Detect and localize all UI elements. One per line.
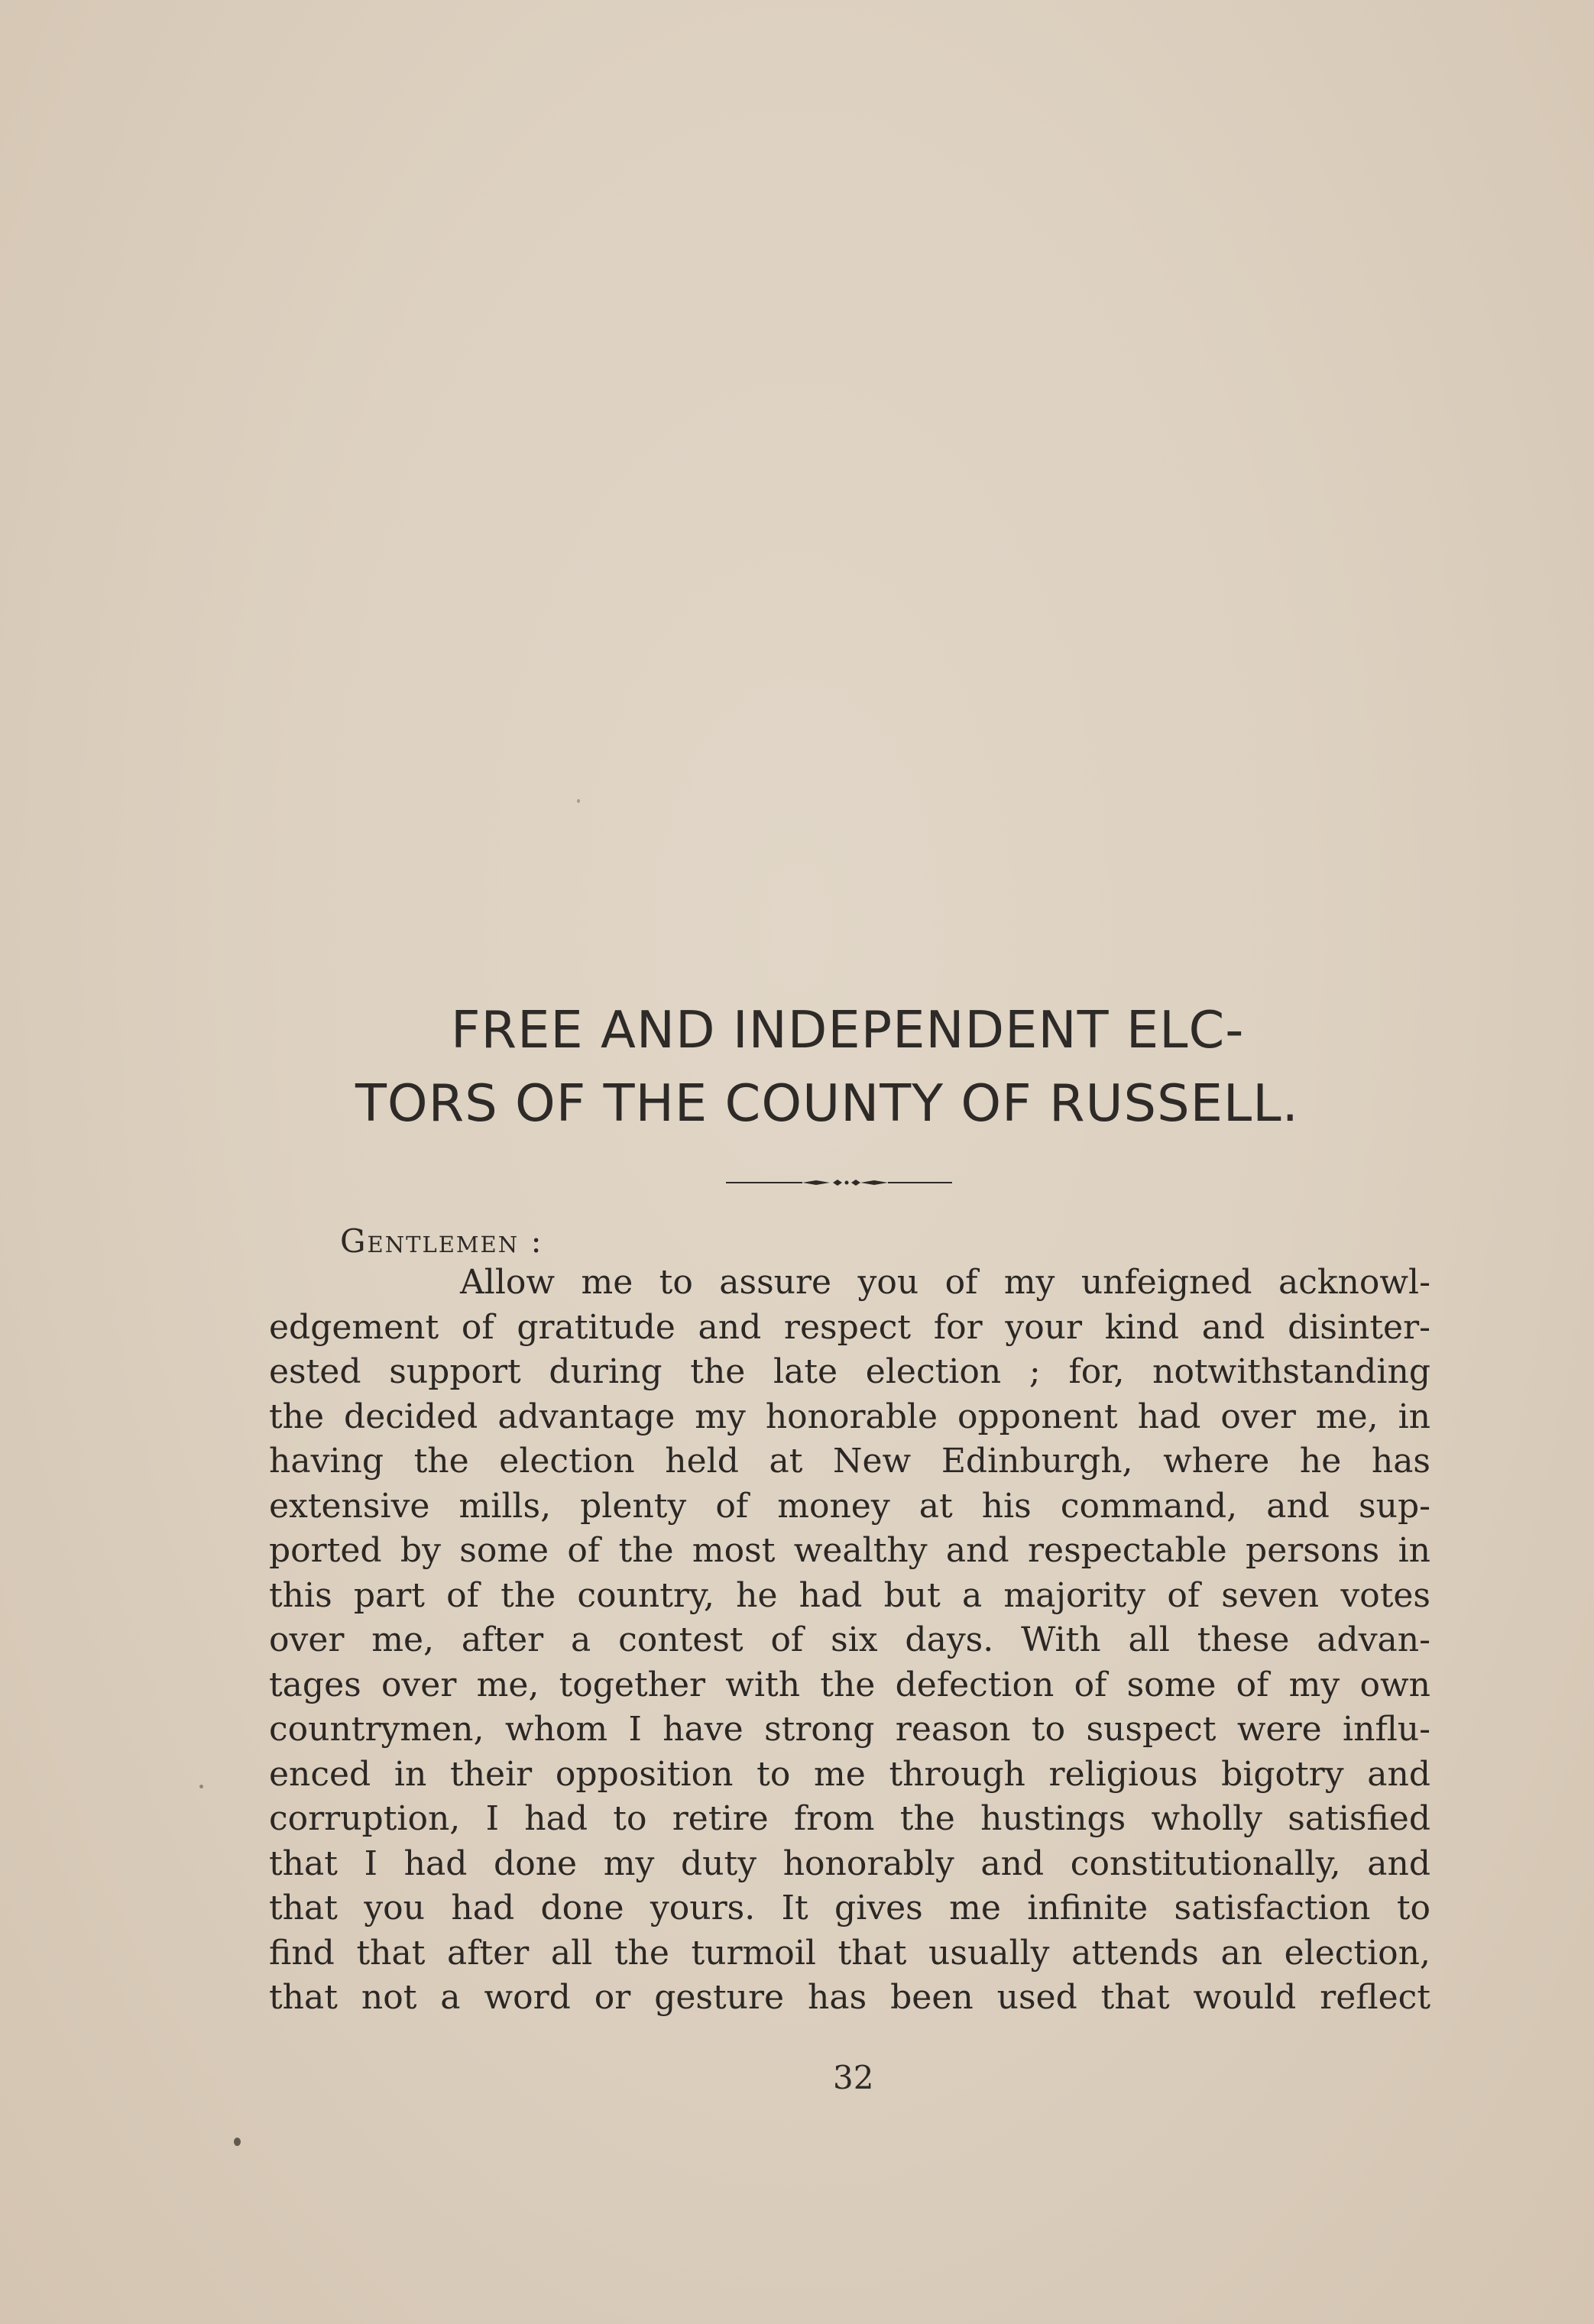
body-line: that I had done my duty honorably and constitutionally, and xyxy=(269,1843,1430,1883)
chapter-title xyxy=(329,993,1322,1140)
ink-speck xyxy=(199,1785,203,1788)
body-line: ported by some of the most wealthy and respectable persons in xyxy=(269,1531,1430,1570)
body-line: Allow me to assure you of my unfeigned acknowl- xyxy=(460,1263,1430,1302)
ink-speck xyxy=(577,799,580,803)
body-line: tages over me, together with the defection of some of my own xyxy=(269,1665,1430,1704)
body-line: edgement of gratitude and respect for your kind and disinter- xyxy=(269,1307,1430,1347)
body-line: the decided advantage my honorable opponent had over me, in xyxy=(269,1397,1430,1436)
body-line: that you had done yours. It gives me infinite satisfaction to xyxy=(269,1889,1430,1927)
body-line: this part of the country, he had but a majority of seven votes xyxy=(269,1575,1430,1615)
body-line: corruption, I had to retire from the hustings wholly satisfied xyxy=(269,1799,1430,1838)
body-line: find that after all the turmoil that usually attends an election, xyxy=(269,1933,1430,1973)
body-line: having the election held at New Edinburgh, where he has xyxy=(269,1442,1430,1481)
title-line-1: FREE AND INDEPENDENT ELC- xyxy=(451,1000,1245,1060)
ink-speck xyxy=(234,2138,241,2146)
title-line-2: TORS OF THE COUNTY OF RUSSELL. xyxy=(355,1073,1299,1133)
ornament-divider xyxy=(726,1177,952,1188)
body-line: countrymen, whom I have strong reason to suspect were influ- xyxy=(269,1710,1430,1749)
body-line: that not a word or gesture has been used that would reflect xyxy=(269,1978,1430,2017)
salutation xyxy=(340,1222,543,1260)
body-line: over me, after a contest of six days. With all these advan- xyxy=(269,1620,1430,1659)
page-number: 32 xyxy=(833,2059,874,2096)
body-line: ested support during the late election ; for, notwithstanding xyxy=(269,1352,1430,1391)
body-line: extensive mills, plenty of money at his command, and sup- xyxy=(269,1486,1430,1526)
body-paragraph xyxy=(269,1261,1430,2021)
salutation-text: Gentlemen : xyxy=(340,1222,543,1260)
body-line: enced in their opposition to me through religious bigotry and xyxy=(269,1754,1430,1794)
